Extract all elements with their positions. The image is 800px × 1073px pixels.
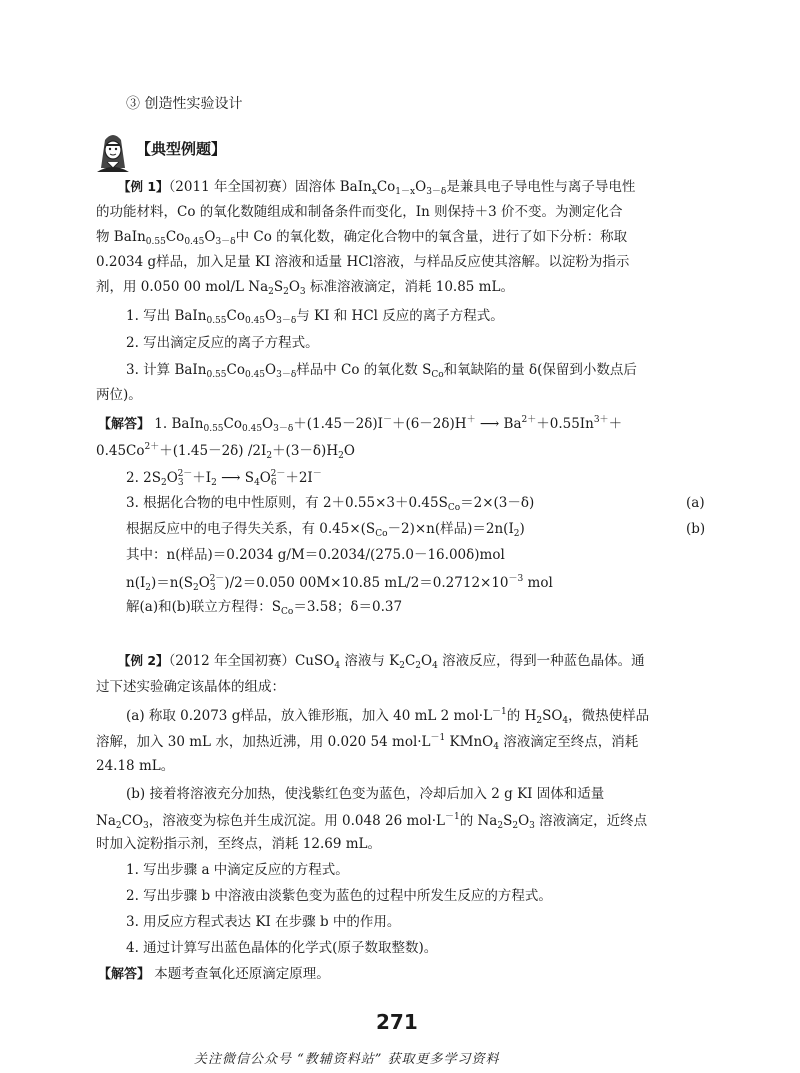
example1-para-line4: 0.2034 g样品，加入足量 KI 溶液和适量 HCl溶液，与样品反应使其溶解。以淀粉为指示: [96, 254, 630, 270]
example1-answer3-line3: 其中：n(样品)＝0.2034 g/M＝0.2034/(275.0－16.00δ)mol: [126, 547, 505, 563]
equation-mark-b: (b): [686, 521, 706, 537]
example1-question2: 2. 写出滴定反应的离子方程式。: [126, 335, 319, 351]
example2-answer-tag: 【解答】: [98, 967, 151, 982]
example2-para-line2: 过下述实验确定该晶体的组成：: [96, 679, 285, 695]
example1-question1: 1. 写出 $BaIn_{0.55}Co_{0.45}O_{3-\delta}$与 KI 和 HCl 反应的离子方程式。: [126, 308, 504, 326]
example1-question3: 3. 计算 $BaIn_{0.55}Co_{0.45}O_{3-\delta}$样品中 Co 的氧化数 $S_{Co}$和氧缺陷的量 δ(保留到小数点后: [126, 362, 637, 380]
example1-answer2: 2. $2S_2O_3^{2-}+I_2$ ⟶ $S_4O_6^{2-}+2I^-$: [126, 469, 322, 488]
example1-para-line5: 剂，用 0.050 00 mol/L $Na_2S_2O_3$ 标准溶液滴定，消耗 10.85 mL。: [96, 279, 514, 297]
example1-answer3-line4: $n(I_2)=n(S_2O_3^{2-})/2=0.050$ 00M×10.85 $mL/2=0.2712\times 10^{-3}$ mol: [126, 574, 553, 593]
example2-answer: 【解答】 本题考查氧化还原滴定原理。: [98, 966, 330, 982]
example1-answer-tag: 【解答】: [98, 417, 151, 432]
example2-step-b-line3: 时加入淀粉指示剂，至终点，消耗 12.69 mL。: [96, 836, 381, 852]
example2-step-a-line1: (a) 称取 0.2073 g样品，放入锥形瓶，加入 40 mL 2 $mol\cdot L^{-1}$的 $H_2SO_4$，微热使样品: [126, 707, 650, 726]
example2-step-a-line2: 溶解，加入 30 mL 水，加热近沸，用 0.020 54 $mol\cdot L^{-1}$ KMnO$_4$ 溶液滴定至终点，消耗: [96, 733, 639, 752]
example1-question3-cont: 两位)。: [96, 387, 142, 403]
example2-tag: 【例 2】: [118, 653, 169, 668]
typical-examples-heading: 【典型例题】: [136, 140, 227, 158]
example2-step-b-line2: $Na_2CO_3$，溶液变为棕色并生成沉淀。用 0.048 26 $mol\cdot L^{-1}$的 $Na_2S_2O_3$ 溶液滴定，近终点: [96, 812, 648, 831]
example2-para-line1: 【例 2】（2012 年全国初赛）CuSO$_4$ 溶液与 $K_2C_2O_4$ 溶液反应，得到一种蓝色晶体。通: [118, 653, 645, 671]
example2-question3: 3. 用反应方程式表达 KI 在步骤 b 中的作用。: [126, 914, 401, 930]
example2-question2: 2. 写出步骤 b 中溶液由淡紫色变为蓝色的过程中所发生反应的方程式。: [126, 888, 552, 904]
example1-answer3-line2: 根据反应中的电子得失关系，有 $0.45\times(S_{Co}-2)\times n$(样品)$=2n(I_2)$: [126, 521, 525, 539]
example2-step-b-line1: (b) 接着将溶液充分加热，使浅紫红色变为蓝色，冷却后加入 2 g KI 固体和适量: [126, 786, 605, 802]
example2-question1: 1. 写出步骤 a 中滴定反应的方程式。: [126, 862, 349, 878]
example1-tag: 【例 1】: [118, 179, 169, 194]
equation-mark-a: (a): [686, 495, 705, 511]
example1-para-line2: 的功能材料，Co 的氧化数随组成和制备条件而变化，In 则保持＋3 价不变。为测定化合: [96, 204, 623, 220]
section-heading: ③ 创造性实验设计: [126, 96, 243, 112]
footer-watermark-text: 关注微信公众号 “教辅资料站” 获取更多学习资料: [194, 1052, 500, 1067]
example2-question4: 4. 通过计算写出蓝色晶体的化学式(原子数取整数)。: [126, 940, 438, 956]
example1-answer3-line5: 解(a)和(b)联立方程得：$S_{Co}=3.58$；δ＝0.37: [126, 599, 403, 617]
example1-answer-line2: $0.45Co^{2+}+(1.45-2\delta)$ $/2I_2+(3-\delta)H_2O$: [96, 442, 355, 461]
example2-step-a-line3: 24.18 mL。: [96, 758, 175, 774]
example1-para-line3: 物 $BaIn_{0.55}Co_{0.45}O_{3-\delta}$中 Co 的氧化数，确定化合物中的氧含量，进行了如下分析：称取: [96, 229, 628, 247]
example1-answer3-line1: 3. 根据化合物的电中性原则，有 $2+0.55\times 3+0.45S_{Co}=2\times(3-\delta)$: [126, 495, 535, 513]
cartoon-figure-icon: [93, 128, 133, 174]
page-number: 271: [376, 1010, 418, 1034]
example1-para-line1: 【例 1】（2011 年全国初赛）固溶体 $BaIn_xCo_{1-x}O_{3-\delta}$是兼具电子导电性与离子导电性: [118, 179, 636, 197]
example1-answer-line1: 【解答】 1. $BaIn_{0.55}Co_{0.45}O_{3-\delta}+(1.45-2\delta)I^-+(6-2\delta)H^+$ ⟶ $Ba^{2+}+0.55In^{3+}+$: [98, 415, 623, 434]
